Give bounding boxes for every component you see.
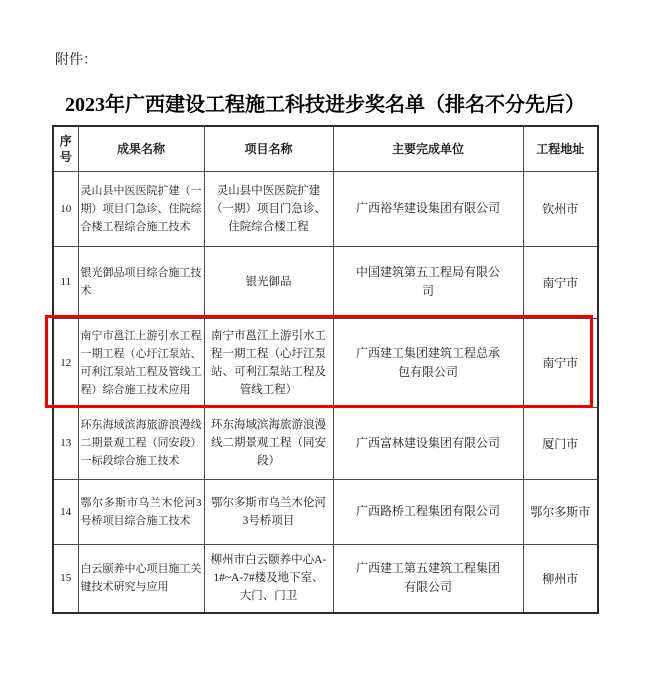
cell-achievement: 环东海域滨海旅游浪漫线二期景观工程（同安段）一标段综合施工技术 bbox=[78, 407, 204, 479]
cell-achievement: 灵山县中医医院扩建（一期）项目门急诊、住院综合楼工程综合施工技术 bbox=[78, 171, 204, 246]
awards-table bbox=[52, 125, 599, 614]
cell-location: 南宁市 bbox=[523, 318, 598, 407]
cell-serial: 10 bbox=[53, 171, 78, 246]
cell-organization: 广西建工第五建筑工程集团有限公司 bbox=[333, 544, 523, 613]
table-row-10 bbox=[53, 171, 598, 246]
cell-project: 鄂尔多斯市乌兰木伦河3号桥项目 bbox=[204, 479, 333, 544]
col-header-serial: 序号 bbox=[53, 126, 78, 171]
cell-organization: 广西路桥工程集团有限公司 bbox=[333, 479, 523, 544]
cell-organization: 广西裕华建设集团有限公司 bbox=[333, 171, 523, 246]
cell-serial: 11 bbox=[53, 246, 78, 318]
attachment-label: 附件： bbox=[55, 53, 97, 68]
page-title: 2023年广西建设工程施工科技进步奖名单（排名不分先后） bbox=[65, 94, 585, 116]
cell-achievement: 白云颐养中心项目施工关键技术研究与应用 bbox=[78, 544, 204, 613]
cell-location: 柳州市 bbox=[523, 544, 598, 613]
cell-organization: 中国建筑第五工程局有限公司 bbox=[333, 246, 523, 318]
cell-project: 灵山县中医医院扩建（一期）项目门急诊、住院综合楼工程 bbox=[204, 171, 333, 246]
cell-organization: 广西建工集团建筑工程总承包有限公司 bbox=[333, 318, 523, 407]
cell-serial: 14 bbox=[53, 479, 78, 544]
cell-serial: 15 bbox=[53, 544, 78, 613]
table-row-11 bbox=[53, 246, 598, 318]
cell-location: 南宁市 bbox=[523, 246, 598, 318]
table-row-12-highlighted bbox=[53, 318, 598, 407]
col-header-organization: 主要完成单位 bbox=[333, 126, 523, 171]
col-header-achievement: 成果名称 bbox=[78, 126, 204, 171]
cell-achievement: 鄂尔多斯市乌兰木伦河3号桥项目综合施工技术 bbox=[78, 479, 204, 544]
cell-project: 南宁市邕江上游引水工程一期工程（心圩江泵站、可利江泵站工程及管线工程） bbox=[204, 318, 333, 407]
cell-location: 钦州市 bbox=[523, 171, 598, 246]
cell-location: 厦门市 bbox=[523, 407, 598, 479]
cell-project: 柳州市白云颐养中心A-1#~A-7#楼及地下室、大门、门卫 bbox=[204, 544, 333, 613]
cell-achievement: 银光御品项目综合施工技术 bbox=[78, 246, 204, 318]
cell-serial: 13 bbox=[53, 407, 78, 479]
cell-organization: 广西富林建设集团有限公司 bbox=[333, 407, 523, 479]
cell-project: 银光御品 bbox=[204, 246, 333, 318]
table-header-row bbox=[53, 126, 598, 171]
table-row-14 bbox=[53, 479, 598, 544]
col-header-location: 工程地址 bbox=[523, 126, 598, 171]
cell-serial: 12 bbox=[53, 318, 78, 407]
cell-location: 鄂尔多斯市 bbox=[523, 479, 598, 544]
table-row-13 bbox=[53, 407, 598, 479]
table-row-15 bbox=[53, 544, 598, 613]
col-header-project: 项目名称 bbox=[204, 126, 333, 171]
cell-project: 环东海域滨海旅游浪漫线二期景观工程（同安段） bbox=[204, 407, 333, 479]
cell-achievement: 南宁市邕江上游引水工程一期工程（心圩江泵站、可利江泵站工程及管线工程）综合施工技术应用 bbox=[78, 318, 204, 407]
